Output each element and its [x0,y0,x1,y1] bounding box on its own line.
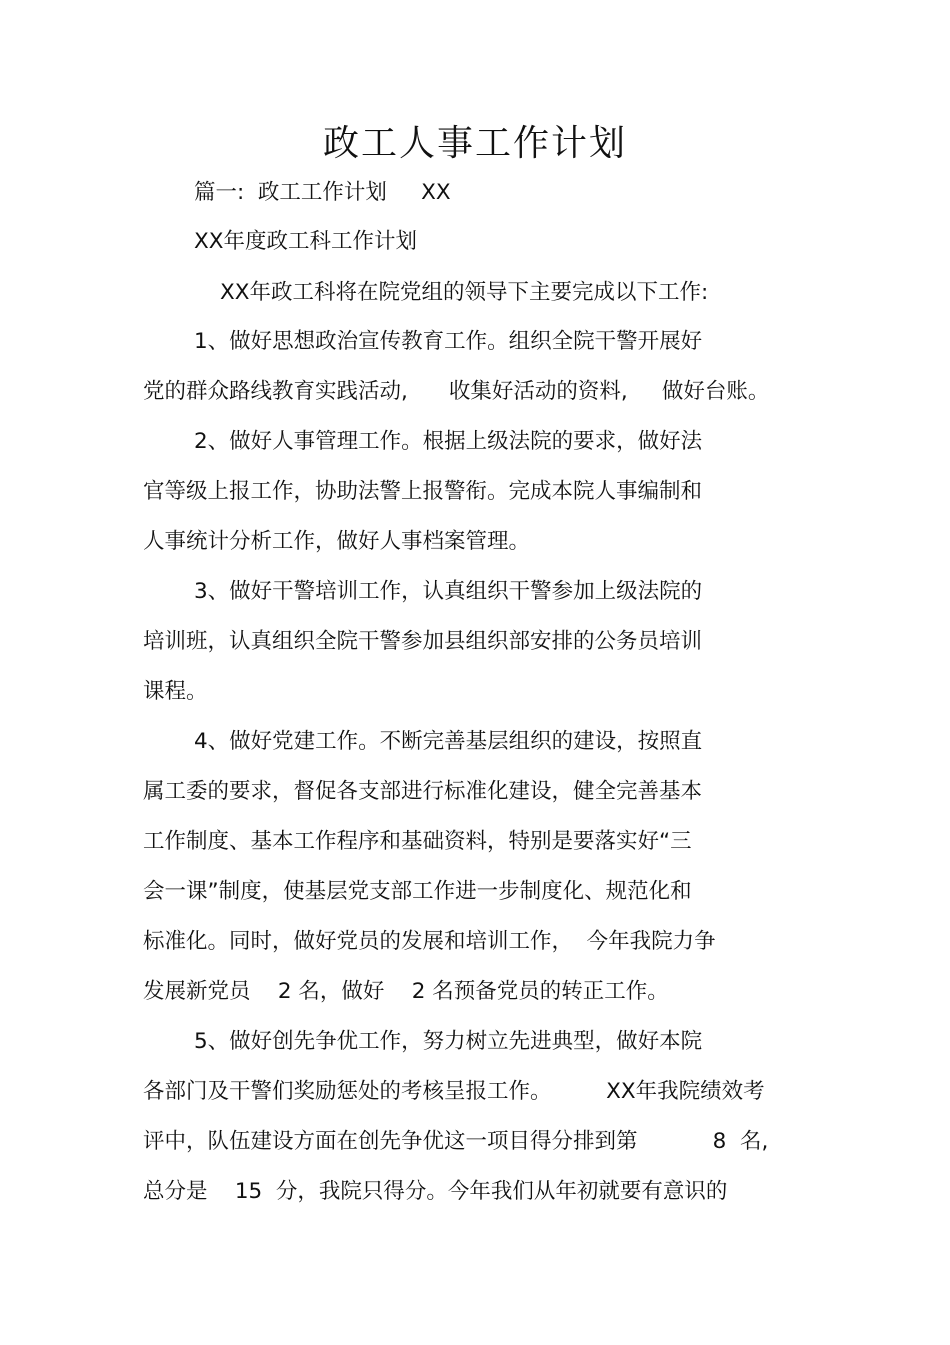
intro-paragraph: XX年政工科将在院党组的领导下主要完成以下工作: [220,280,709,305]
paragraph-line: 属工委的要求，督促各支部进行标准化建设，健全完善基本 [143,779,703,804]
paragraph-line: 3、做好干警培训工作，认真组织干警参加上级法院的 [194,579,703,604]
section-heading: 篇一: 政工工作计划 XX [194,180,451,205]
paragraph-line: 评中，队伍建设方面在创先争优这一项目得分排到第 8 名, [143,1129,769,1154]
paragraph-line: 总分是 15 分，我院只得分。今年我们从年初就要有意识的 [143,1179,728,1204]
paragraph-line: 发展新党员 2 名，做好 2 名预备党员的转正工作。 [143,979,669,1004]
paragraph-line: 标准化。同时，做好党员的发展和培训工作， 今年我院力争 [143,929,716,954]
paragraph-line: 工作制度、基本工作程序和基础资料，特别是要落实好“三 [143,829,692,854]
paragraph-line: 人事统计分析工作，做好人事档案管理。 [143,529,531,554]
paragraph-line: 各部门及干警们奖励惩处的考核呈报工作。 XX年我院绩效考 [143,1079,765,1104]
plan-subtitle: XX年度政工科工作计划 [194,229,417,254]
paragraph-line: 2、做好人事管理工作。根据上级法院的要求，做好法 [194,429,703,454]
paragraph-line: 5、做好创先争优工作，努力树立先进典型，做好本院 [194,1029,703,1054]
paragraph-line: 培训班，认真组织全院干警参加县组织部安排的公务员培训 [143,629,703,654]
paragraph-line: 官等级上报工作，协助法警上报警衔。完成本院人事编制和 [143,479,703,504]
paragraph-line: 4、做好党建工作。不断完善基层组织的建设，按照直 [194,729,703,754]
paragraph-line: 会一课”制度，使基层党支部工作进一步制度化、规范化和 [143,879,692,904]
document-title: 政工人事工作计划 [322,123,627,164]
paragraph-line: 党的群众路线教育实践活动, 收集好活动的资料, 做好台账。 [143,379,770,404]
paragraph-line: 1、做好思想政治宣传教育工作。组织全院干警开展好 [194,329,703,354]
paragraph-line: 课程。 [143,679,208,704]
